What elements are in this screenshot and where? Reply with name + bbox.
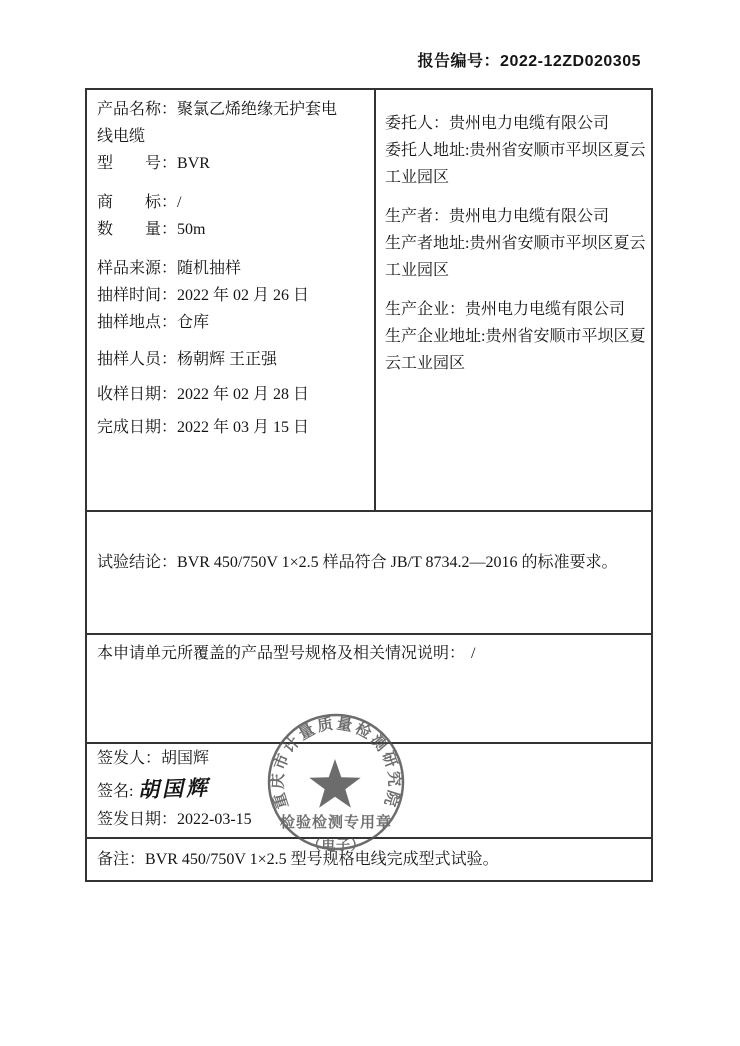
producer-group [385,203,647,284]
field-samplers [97,346,348,373]
issue-date-line [97,806,637,833]
field-value: 贵州省安顺市平坝区夏云工业园区 [385,142,646,186]
client-name [385,110,647,137]
field-label: 抽样人员： [97,351,178,368]
field-sample-source [97,255,348,282]
field-value: 贵州电力电缆有限公司 [449,208,610,225]
field-label: 完成日期： [97,419,178,436]
issuer-line [97,745,637,772]
conclusion-value: BVR 450/750V 1×2.5 样品符合 JB/T 8734.2—2016 的标准要求。 [177,554,618,571]
field-label: 型 号： [97,155,178,172]
field-label: 委托人地址: [385,142,470,159]
issue-date-value: 2022-03-15 [177,811,252,828]
signoff-row [87,742,651,837]
field-label: 生产企业地址: [385,328,486,345]
manufacturer-name [385,296,647,323]
report-number: 报告编号：2022-12ZD020305 [417,53,641,70]
stamp-subtitle: （电子） [307,837,365,853]
conclusion-label: 试验结论： [97,554,178,571]
coverage-value: / [471,645,476,662]
field-label: 数 量： [97,221,178,238]
field-label: 样品来源： [97,260,178,277]
client-group [385,110,647,191]
party-info-cell [374,90,651,510]
stamp-title: 检验检测专用章 [279,814,393,831]
remark-value: BVR 450/750V 1×2.5 型号规格电线完成型式试验。 [145,851,499,868]
field-label: 生产者： [385,208,450,225]
field-value: 贵州电力电缆有限公司 [465,301,626,318]
field-label: 商 标： [97,194,178,211]
producer-name [385,203,647,230]
manufacturer-address [385,323,647,377]
field-value: 仓库 [177,314,210,331]
client-address [385,137,647,191]
issue-date-label: 签发日期： [97,811,178,828]
field-product-name [97,96,348,150]
issuer-name: 胡国辉 [161,750,210,767]
coverage-label: 本申请单元所覆盖的产品型号规格及相关情况说明： [97,645,466,662]
field-label: 抽样时间： [97,287,178,304]
field-value: 贵州省安顺市平坝区夏云工业园区 [385,328,646,372]
field-label: 产品名称： [97,101,178,118]
field-label: 生产企业： [385,301,466,318]
signature-label: 签名: [97,783,134,800]
stamp-ring-text: 重庆市计量质量检测研究院 [269,715,403,811]
field-value: 聚氯乙烯绝缘无护套电线电缆 [97,101,338,145]
field-value: / [177,194,182,211]
field-value: 2022 年 02 月 26 日 [177,287,310,304]
handwritten-signature: 胡国辉 [138,775,211,803]
sample-info-cell [87,90,374,510]
field-label: 抽样地点： [97,314,178,331]
remark-label: 备注： [97,851,146,868]
field-value: 随机抽样 [177,260,242,277]
issuer-label: 签发人： [97,750,162,767]
field-value: 2022 年 03 月 15 日 [177,419,310,436]
field-trademark [97,189,348,216]
manufacturer-group [385,296,647,377]
field-value: 贵州电力电缆有限公司 [449,115,610,132]
report-table [85,88,653,882]
field-quantity [97,216,348,243]
field-completion-date [97,414,348,441]
field-model [97,150,348,177]
info-row [87,90,651,510]
field-value: 2022 年 02 月 28 日 [177,386,310,403]
field-value: 50m [177,221,206,238]
coverage-row [87,633,651,742]
field-label: 收样日期： [97,386,178,403]
field-value: 贵州省安顺市平坝区夏云工业园区 [385,235,646,279]
conclusion-row [87,510,651,633]
remark-row [87,837,651,880]
producer-address [385,230,647,284]
field-value: 杨朝辉 王正强 [177,351,278,368]
field-sampling-place [97,309,348,336]
field-label: 生产者地址: [385,235,470,252]
field-label: 委托人： [385,115,450,132]
field-value: BVR [177,155,210,172]
field-sampling-date [97,282,348,309]
signature-line [97,772,637,806]
field-receipt-date [97,381,348,408]
